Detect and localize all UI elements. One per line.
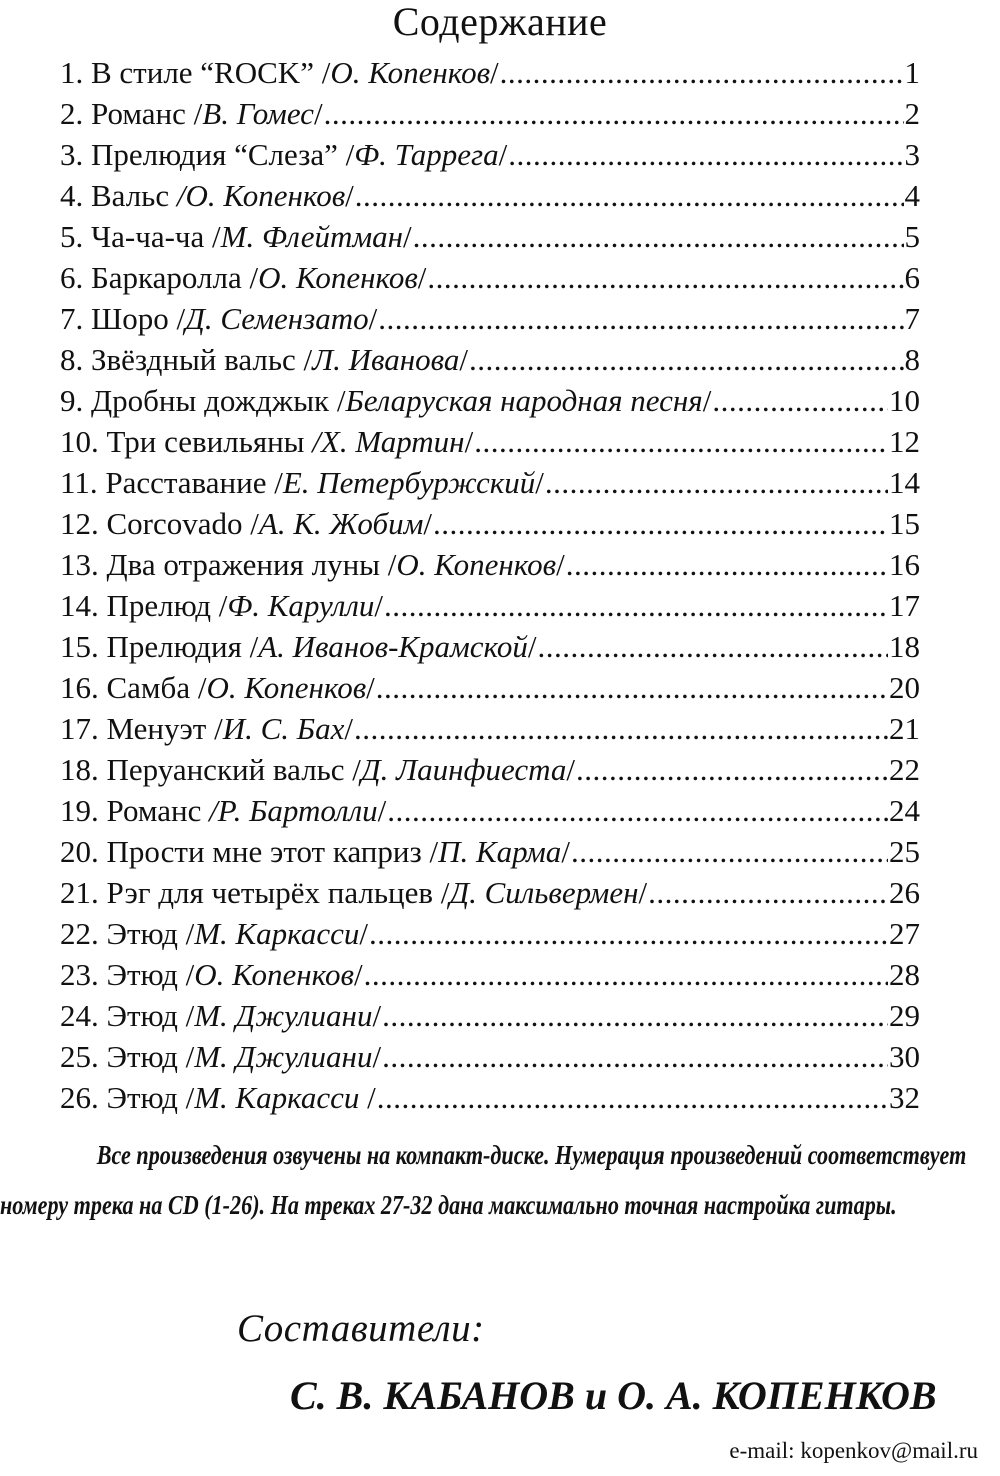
toc-entry-author: А. Иванов-Крамской bbox=[258, 629, 528, 664]
toc-entry-18 bbox=[60, 749, 920, 790]
toc-entry-13 bbox=[60, 544, 920, 585]
toc-entry-author: О. Копенков bbox=[330, 55, 491, 90]
toc-entry-title: 22. Этюд /М. Каркасси/ bbox=[60, 916, 369, 951]
toc-dot-leader bbox=[355, 175, 904, 216]
toc-dot-leader bbox=[413, 216, 904, 257]
toc-dot-leader bbox=[712, 380, 888, 421]
toc-entry-6 bbox=[60, 257, 920, 298]
toc-dot-leader bbox=[576, 749, 888, 790]
cd-note bbox=[0, 1130, 967, 1230]
toc-entry-author: М. Флейтман bbox=[220, 219, 404, 254]
toc-entry-page: 15 bbox=[889, 506, 920, 541]
toc-entry-title: 3. Прелюдия “Слеза” /Ф. Таррега/ bbox=[60, 137, 508, 172]
toc-entry-author: О. Копенков bbox=[206, 670, 367, 705]
toc-entry-author: О. Копенков bbox=[258, 260, 418, 295]
toc-entry-3 bbox=[60, 134, 920, 175]
email-label: e-mail: bbox=[729, 1438, 801, 1463]
toc-entry-9 bbox=[60, 380, 920, 421]
toc-dot-leader bbox=[384, 585, 888, 626]
toc-entry-author: А. К. Жобим bbox=[258, 506, 424, 541]
toc-entry-title: 10. Три севильяны /Х. Мартин/ bbox=[60, 424, 474, 459]
toc-entry-page: 14 bbox=[889, 465, 920, 500]
toc-entry-page: 16 bbox=[889, 547, 920, 582]
toc-entry-title: 7. Шоро /Д. Семензато/ bbox=[60, 301, 378, 336]
toc-entry-page: 27 bbox=[889, 916, 920, 951]
toc-entry-author: Л. Иванова bbox=[312, 342, 460, 377]
toc-dot-leader bbox=[469, 339, 903, 380]
toc-entry-author: Ф. Карулли bbox=[227, 588, 375, 623]
toc-dot-leader bbox=[571, 831, 888, 872]
toc-entry-title: 17. Менуэт /И. С. Бах/ bbox=[60, 711, 353, 746]
toc-entry-author: О. Копенков bbox=[194, 957, 354, 992]
toc-entry-author: М. Джулиани bbox=[194, 1039, 373, 1074]
toc-entry-12 bbox=[60, 503, 920, 544]
toc-entry-author: И. С. Бах bbox=[222, 711, 345, 746]
toc-dot-leader bbox=[500, 52, 904, 93]
toc-dot-leader bbox=[545, 462, 888, 503]
email-address[interactable]: kopenkov@mail.ru bbox=[800, 1438, 978, 1463]
toc-entry-page: 20 bbox=[889, 670, 920, 705]
toc-entry-title: 5. Ча-ча-ча /М. Флейтман/ bbox=[60, 219, 412, 254]
toc-entry-author: М. Каркасси bbox=[194, 916, 360, 951]
toc-dot-leader bbox=[387, 790, 888, 831]
toc-dot-leader bbox=[377, 1077, 888, 1118]
toc-entry-author: /Х. Мартин bbox=[312, 424, 465, 459]
toc-entry-page: 26 bbox=[889, 875, 920, 910]
toc-entry-title: 4. Вальс /О. Копенков/ bbox=[60, 178, 354, 213]
toc-entry-page: 1 bbox=[904, 55, 920, 90]
toc-entry-title: 26. Этюд /М. Каркасси / bbox=[60, 1080, 376, 1115]
toc-entry-page: 8 bbox=[904, 342, 920, 377]
page-title: Содержание bbox=[392, 0, 608, 44]
cd-note-text: Все произведения озвучены на компакт-диске. Нумерация произведений соответствует номеру трека на CD (1-26). На треках 27-32 дана максимально точная настройка гитары. bbox=[0, 1140, 967, 1220]
toc-entry-page: 7 bbox=[904, 301, 920, 336]
toc-entry-page: 6 bbox=[904, 260, 920, 295]
toc-entry-title: 1. В стиле “ROCK” /О. Копенков/ bbox=[60, 55, 499, 90]
toc-entry-title: 21. Рэг для четырёх пальцев /Д. Сильвермен/ bbox=[60, 875, 648, 910]
toc-entry-title: 12. Corcovado /А. К. Жобим/ bbox=[60, 506, 432, 541]
toc-entry-author: П. Карма bbox=[438, 834, 562, 869]
toc-entry-author: Д. Лаинфиеста bbox=[360, 752, 567, 787]
toc-entry-title: 18. Перуанский вальс /Д. Лаинфиеста/ bbox=[60, 752, 576, 787]
toc-entry-author: М. Каркасси bbox=[194, 1080, 368, 1115]
toc-entry-page: 5 bbox=[904, 219, 920, 254]
toc-entry-21 bbox=[60, 872, 920, 913]
toc-entry-page: 2 bbox=[904, 96, 920, 131]
toc-entry-title: 23. Этюд /О. Копенков/ bbox=[60, 957, 363, 992]
toc-entry-24 bbox=[60, 995, 920, 1036]
toc-entry-page: 12 bbox=[889, 424, 920, 459]
toc-entry-page: 25 bbox=[889, 834, 920, 869]
toc-dot-leader bbox=[382, 1036, 888, 1077]
toc-dot-leader bbox=[648, 872, 888, 913]
compilers-names: С. В. КАБАНОВ и О. А. КОПЕНКОВ bbox=[290, 1373, 937, 1418]
toc-entry-page: 30 bbox=[889, 1039, 920, 1074]
toc-dot-leader bbox=[369, 913, 888, 954]
toc-entry-author: Д. Сильвермен bbox=[449, 875, 639, 910]
toc-entry-author: /Р. Бартолли bbox=[209, 793, 378, 828]
toc-dot-leader bbox=[508, 134, 903, 175]
toc-entry-title: 16. Самба /О. Копенков/ bbox=[60, 670, 375, 705]
toc-entry-16 bbox=[60, 667, 920, 708]
toc-entry-19 bbox=[60, 790, 920, 831]
toc-entry-author: В. Гомес bbox=[202, 96, 314, 131]
toc-entry-title: 9. Дробны дожджык /Беларуская народная песня/ bbox=[60, 383, 712, 418]
toc-entry-page: 24 bbox=[889, 793, 920, 828]
toc-entry-title: 2. Романс /В. Гомес/ bbox=[60, 96, 323, 131]
toc-entry-title: 25. Этюд /М. Джулиани/ bbox=[60, 1039, 382, 1074]
toc-entry-page: 17 bbox=[889, 588, 920, 623]
toc-entry-page: 22 bbox=[889, 752, 920, 787]
toc-entry-5 bbox=[60, 216, 920, 257]
toc-entry-page: 21 bbox=[889, 711, 920, 746]
toc-entry-page: 28 bbox=[889, 957, 920, 992]
toc-entry-page: 3 bbox=[904, 137, 920, 172]
toc-entry-title: 13. Два отражения луны /О. Копенков/ bbox=[60, 547, 565, 582]
toc-entry-17 bbox=[60, 708, 920, 749]
toc-entry-title: 6. Баркаролла /О. Копенков/ bbox=[60, 260, 427, 295]
toc-dot-leader bbox=[566, 544, 888, 585]
toc-entry-title: 15. Прелюдия /А. Иванов-Крамской/ bbox=[60, 629, 537, 664]
toc-dot-leader bbox=[324, 93, 904, 134]
toc-entry-title: 8. Звёздный вальс /Л. Иванова/ bbox=[60, 342, 469, 377]
toc-entry-author: Д. Семензато bbox=[185, 301, 369, 336]
toc-entry-26 bbox=[60, 1077, 920, 1118]
toc-dot-leader bbox=[354, 708, 888, 749]
toc-entry-author: Беларуская народная песня bbox=[345, 383, 703, 418]
toc-dot-leader bbox=[364, 954, 888, 995]
toc-entry-22 bbox=[60, 913, 920, 954]
toc-entry-14 bbox=[60, 585, 920, 626]
table-of-contents bbox=[60, 52, 920, 1118]
toc-entry-15 bbox=[60, 626, 920, 667]
toc-dot-leader bbox=[382, 995, 888, 1036]
toc-entry-author: Е. Петербуржский bbox=[282, 465, 536, 500]
compilers-label: Составители: bbox=[237, 1307, 485, 1350]
toc-entry-title: 11. Расставание /Е. Петербуржский/ bbox=[60, 465, 544, 500]
toc-entry-7 bbox=[60, 298, 920, 339]
toc-entry-25 bbox=[60, 1036, 920, 1077]
toc-entry-8 bbox=[60, 339, 920, 380]
toc-entry-title: 14. Прелюд /Ф. Карулли/ bbox=[60, 588, 384, 623]
toc-entry-page: 32 bbox=[889, 1080, 920, 1115]
toc-entry-10 bbox=[60, 421, 920, 462]
toc-dot-leader bbox=[474, 421, 888, 462]
toc-entry-20 bbox=[60, 831, 920, 872]
toc-entry-4 bbox=[60, 175, 920, 216]
toc-dot-leader bbox=[376, 667, 888, 708]
toc-entry-author: Ф. Таррега bbox=[354, 137, 499, 172]
toc-entry-title: 24. Этюд /М. Джулиани/ bbox=[60, 998, 382, 1033]
toc-entry-author: О. Копенков bbox=[396, 547, 557, 582]
toc-entry-title: 19. Романс /Р. Бартолли/ bbox=[60, 793, 387, 828]
toc-entry-page: 4 bbox=[904, 178, 920, 213]
toc-entry-11 bbox=[60, 462, 920, 503]
toc-dot-leader bbox=[433, 503, 888, 544]
contact-email bbox=[729, 1436, 978, 1466]
toc-entry-2 bbox=[60, 93, 920, 134]
toc-entry-page: 29 bbox=[889, 998, 920, 1033]
toc-entry-title: 20. Прости мне этот каприз /П. Карма/ bbox=[60, 834, 570, 869]
toc-entry-page: 18 bbox=[889, 629, 920, 664]
toc-dot-leader bbox=[378, 298, 903, 339]
toc-entry-1 bbox=[60, 52, 920, 93]
toc-entry-23 bbox=[60, 954, 920, 995]
toc-dot-leader bbox=[427, 257, 903, 298]
toc-entry-author: М. Джулиани bbox=[194, 998, 373, 1033]
toc-entry-page: 10 bbox=[889, 383, 920, 418]
toc-dot-leader bbox=[538, 626, 889, 667]
toc-entry-author: /О. Копенков bbox=[176, 178, 346, 213]
